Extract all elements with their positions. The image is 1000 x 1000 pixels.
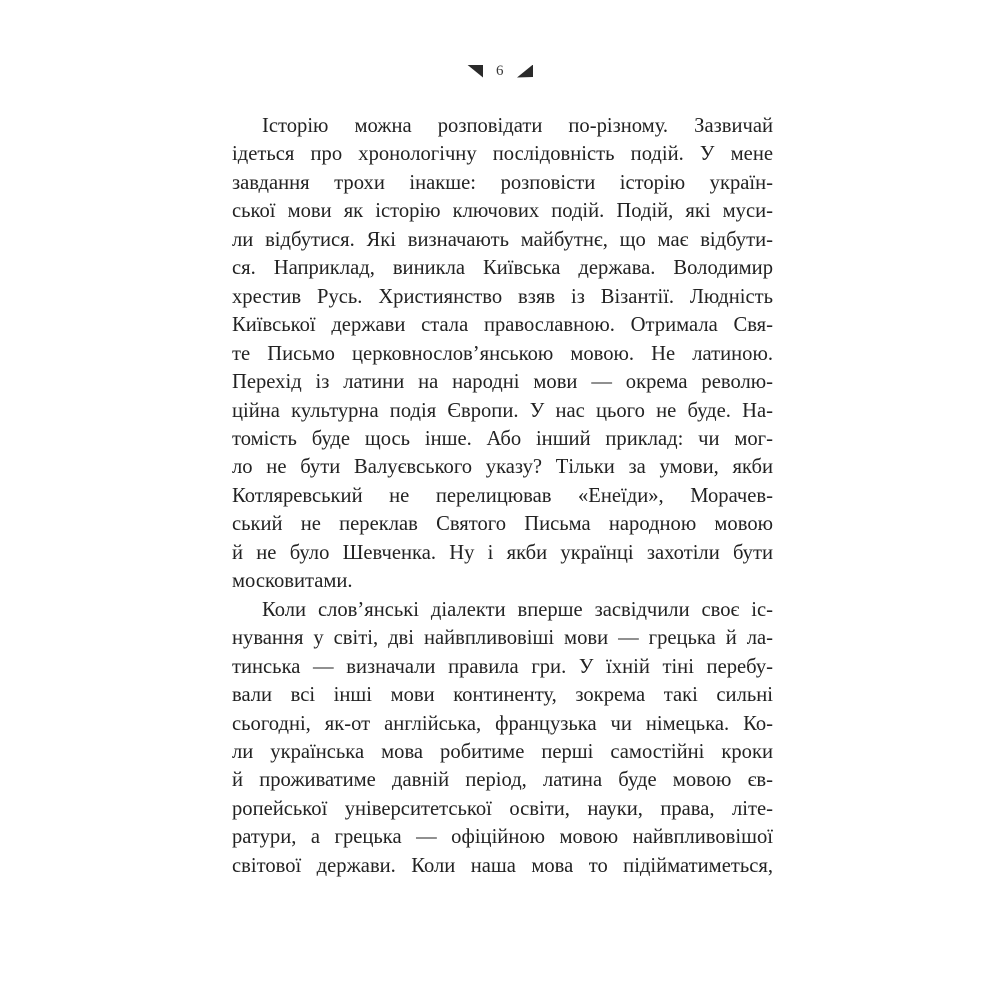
text-line: московитами. [232, 570, 353, 593]
text-line: нування у світі, дві найвпливовіші мови — грецька й ла- [232, 627, 773, 650]
page-header [0, 61, 1000, 81]
paragraph [232, 596, 773, 881]
text-line: вали всі інші мови континенту, зокрема такі сильні [232, 684, 773, 707]
text-line: завдання трохи інакше: розповісти історію україн- [232, 171, 773, 194]
text-block [232, 112, 773, 880]
text-line: світової держави. Коли наша мова то підійматиметься, [232, 854, 773, 877]
text-line: ся. Наприклад, виникла Київська держава. Володимир [232, 257, 773, 280]
text-line: хрестив Русь. Християнство взяв із Візантії. Людність [232, 285, 773, 308]
text-line: Перехід із латини на народні мови — окрема револю- [232, 371, 773, 394]
text-line: ло не бути Валуєвського указу? Тільки за умови, якби [232, 456, 773, 479]
text-line: Коли слов’янські діалекти вперше засвідчили своє іс- [262, 598, 773, 621]
text-line: й не було Шевченка. Ну і якби українці захотіли бути [232, 541, 773, 564]
text-line: ропейської університетської освіти, науки, права, літе- [232, 797, 773, 820]
text-line: й проживатиме давній період, латина буде мовою єв- [232, 769, 773, 792]
text-line: Історію можна розповідати по-різному. Зазвичай [262, 115, 773, 137]
text-line: ратури, а грецька — офіційною мовою найвпливовішої [232, 826, 773, 849]
text-line: ідеться про хронологічну послідовність подій. У мене [232, 143, 773, 166]
text-line: ської мови як історію ключових подій. Подій, які муси- [232, 200, 773, 223]
left-triangle-ornament-icon [467, 65, 483, 78]
text-line: ли українська мова робитиме перші самостійні кроки [232, 740, 773, 763]
text-line: те Письмо церковнослов’янською мовою. Не латиною. [232, 342, 773, 365]
page-number: 6 [496, 62, 504, 79]
text-line: ський не переклав Святого Письма народною мовою [232, 513, 773, 536]
paragraph [232, 112, 773, 596]
text-line: ли відбутися. Які визначають майбутнє, що має відбути- [232, 228, 773, 251]
text-line: Київської держави стала православною. Отримала Свя- [232, 314, 773, 337]
right-triangle-ornament-icon [517, 65, 533, 78]
text-line: ційна культурна подія Європи. У нас цього не буде. На- [232, 399, 773, 422]
text-line: сьогодні, як-от англійська, французька чи німецька. Ко- [232, 712, 773, 735]
text-line: тинська — визначали правила гри. У їхній тіні перебу- [232, 655, 773, 678]
text-line: томість буде щось інше. Або інший приклад: чи мог- [232, 427, 773, 450]
text-line: Котляревський не перелицював «Енеїди», Морачев- [232, 484, 773, 507]
